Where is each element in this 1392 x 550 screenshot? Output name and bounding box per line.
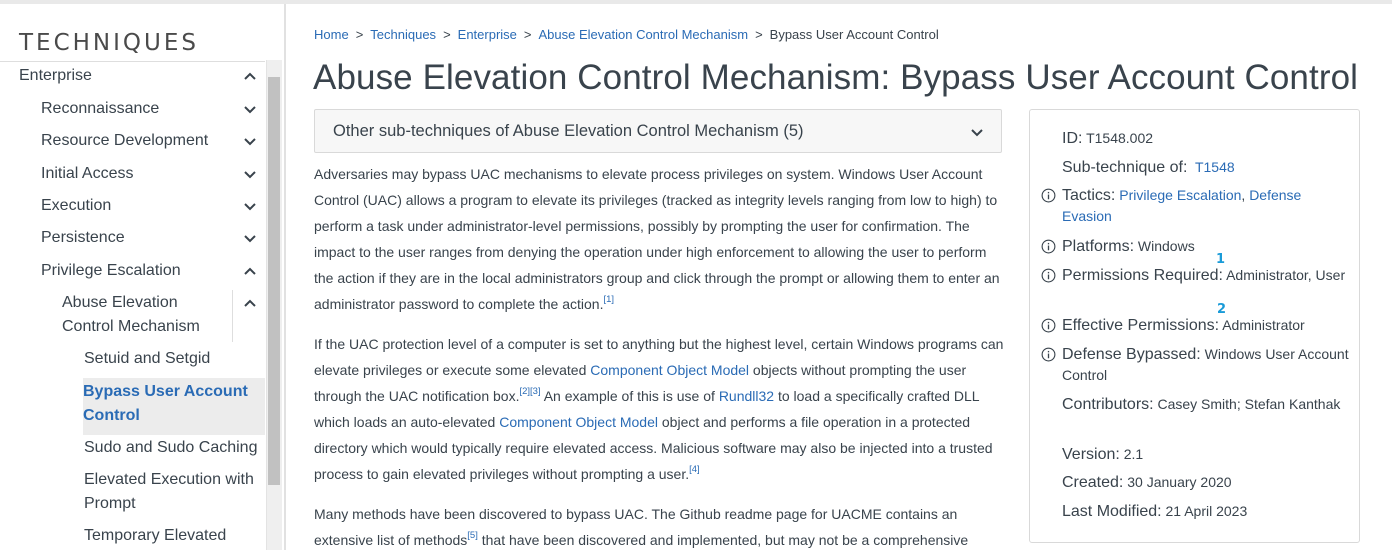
- info-circle-icon[interactable]: [1041, 318, 1056, 333]
- description-paragraph-2: [314, 331, 1004, 487]
- component-object-model-link[interactable]: Component Object Model: [590, 362, 750, 378]
- paragraph-text: Many methods have been discovered to bypass UAC. The Github readme page for UACME contains an extensive list of methods: [314, 506, 958, 548]
- component-object-model-link[interactable]: Component Object Model: [499, 414, 658, 430]
- chevron-down-icon[interactable]: [240, 99, 260, 119]
- breadcrumb-separator: >: [755, 27, 763, 42]
- description-paragraph-1: [314, 161, 1004, 317]
- paragraph-text: to load a specifically crafted DLL which loads an auto-elevated: [314, 388, 979, 430]
- sidebar-item-privilege-escalation[interactable]: Privilege Escalation: [41, 262, 181, 279]
- card-row-effective-permissions: [1062, 315, 1352, 336]
- defense-bypassed-label: Defense Bypassed:: [1062, 346, 1201, 363]
- paragraph-text: that have been discovered and implemented, but may not be a comprehensive: [477, 532, 969, 548]
- footnote-marker-2[interactable]: 2: [1217, 302, 1227, 317]
- chevron-down-icon[interactable]: [240, 196, 260, 216]
- sidebar-item-reconnaissance[interactable]: Reconnaissance: [41, 100, 160, 117]
- dropdown-label: Other sub-techniques of Abuse Elevation Control Mechanism (5): [333, 122, 804, 140]
- sidebar-item-enterprise[interactable]: Enterprise: [19, 67, 92, 84]
- card-row-contributors: [1062, 394, 1352, 415]
- breadcrumb-separator: >: [443, 27, 451, 42]
- id-label: ID:: [1062, 130, 1083, 147]
- sidebar-item-temporary-elevated[interactable]: Temporary Elevated: [84, 527, 227, 544]
- sidebar-item-label-line2: Control Mechanism: [62, 318, 200, 335]
- description-paragraph-3: [314, 501, 1004, 550]
- version-label: Version:: [1062, 446, 1120, 463]
- paragraph-text: object and performs a file operation in a protected directory which would typically require elevated access. Malicious software may also be injected into a trusted process to gain elevated privileges without prompting a user.: [314, 414, 993, 482]
- sidebar-item-label-line1: Abuse Elevation: [62, 294, 178, 311]
- contributors-label: Contributors:: [1062, 396, 1154, 413]
- chevron-up-icon[interactable]: [240, 66, 260, 86]
- defense-bypassed-value: Windows User Account Control: [1062, 346, 1349, 383]
- last-modified-label: Last Modified:: [1062, 503, 1162, 520]
- sidebar-item-label-line2: Prompt: [84, 495, 136, 512]
- created-value: 30 January 2020: [1127, 474, 1232, 490]
- footnote-marker-1[interactable]: 1: [1216, 252, 1226, 267]
- breadcrumb-enterprise[interactable]: Enterprise: [457, 27, 517, 42]
- sidebar-item-resource-development[interactable]: Resource Development: [41, 132, 209, 149]
- platforms-label: Platforms:: [1062, 238, 1135, 255]
- tactics-label: Tactics:: [1062, 187, 1116, 204]
- card-row-id: [1062, 128, 1352, 149]
- sidebar-item-execution[interactable]: Execution: [41, 197, 112, 214]
- chevron-down-icon: [967, 122, 987, 142]
- sidebar-divider: [0, 61, 265, 62]
- card-row-version: [1062, 444, 1352, 465]
- sidebar-item-label-line2: Control: [83, 407, 140, 424]
- sidebar-item-setuid-and-setgid[interactable]: Setuid and Setgid: [84, 350, 211, 367]
- chevron-down-icon[interactable]: [240, 228, 260, 248]
- platforms-value: Windows: [1137, 238, 1195, 254]
- breadcrumb-current: Bypass User Account Control: [769, 27, 939, 42]
- submenu-divider: [232, 290, 233, 342]
- rundll32-link[interactable]: Rundll32: [718, 388, 775, 404]
- page-title: Abuse Elevation Control Mechanism: Bypass User Account Control: [313, 58, 1359, 97]
- tactic-defense-evasion-link[interactable]: Defense Evasion: [1062, 187, 1302, 224]
- reference-5-link[interactable]: [5]: [467, 530, 478, 541]
- techniques-sidebar: [0, 4, 286, 550]
- tactic-privilege-escalation-link[interactable]: Privilege Escalation: [1119, 187, 1242, 203]
- version-value: 2.1: [1123, 446, 1144, 462]
- reference-3-link[interactable]: [3]: [530, 386, 541, 397]
- id-value: T1548.002: [1086, 130, 1154, 146]
- paragraph-text: Adversaries may bypass UAC mechanisms to elevate process privileges on system. Windows User Account Control (UAC) allows a program to elevate its privileges (tracked as integrity levels ranging from low to high) to perform a task under administrator-level permissions, possibly by prompting the user for confirmation. The impact to the user ranges from denying the operation under high enforcement to allowing the user to perform the action if they are in the local administrators group and click through the prompt or allowing them to enter an administrator password to complete the action.: [314, 166, 1000, 312]
- technique-info-card: [1029, 109, 1360, 543]
- paragraph-text: An example of this is use of: [540, 388, 719, 404]
- info-circle-icon[interactable]: [1041, 347, 1056, 362]
- breadcrumb-separator: >: [523, 27, 532, 42]
- reference-2-link[interactable]: [2]: [519, 386, 531, 397]
- sidebar-item-abuse-elevation-control-mechanism[interactable]: [62, 291, 200, 339]
- card-row-last-modified: [1062, 501, 1352, 522]
- card-row-tactics: [1062, 185, 1352, 227]
- permissions-required-label: Permissions Required:: [1062, 267, 1223, 284]
- parent-technique-link[interactable]: T1548: [1194, 159, 1235, 175]
- last-modified-value: 21 April 2023: [1165, 503, 1248, 519]
- card-row-platforms: [1062, 236, 1352, 257]
- chevron-down-icon[interactable]: [240, 164, 260, 184]
- info-circle-icon[interactable]: [1041, 268, 1056, 283]
- breadcrumb-home[interactable]: Home: [314, 27, 349, 42]
- info-circle-icon[interactable]: [1041, 239, 1056, 254]
- paragraph-text: If the UAC protection level of a computer is set to anything but the highest level, certain Windows programs can elevate privileges or execute some elevated: [314, 336, 1004, 378]
- contributors-value: Casey Smith; Stefan Kanthak: [1157, 396, 1341, 412]
- breadcrumb-abuse-elevation[interactable]: Abuse Elevation Control Mechanism: [538, 27, 749, 42]
- chevron-up-icon[interactable]: [240, 293, 260, 313]
- effective-permissions-value: Administrator: [1222, 317, 1305, 333]
- breadcrumb-techniques[interactable]: Techniques: [370, 27, 437, 42]
- card-row-created: [1062, 472, 1352, 493]
- breadcrumb-separator: >: [355, 27, 364, 42]
- reference-1-link[interactable]: [1]: [603, 294, 615, 305]
- card-row-permissions-required: [1062, 265, 1352, 286]
- tactic-separator: ,: [1241, 187, 1246, 203]
- sidebar-item-label-line1: Elevated Execution with: [84, 471, 254, 488]
- sidebar-item-initial-access[interactable]: Initial Access: [41, 165, 134, 182]
- paragraph-text: objects without prompting the user through the UAC notification box.: [314, 362, 967, 404]
- sidebar-item-sudo-and-sudo-caching[interactable]: Sudo and Sudo Caching: [84, 439, 258, 456]
- created-label: Created:: [1062, 474, 1124, 491]
- chevron-up-icon[interactable]: [240, 261, 260, 281]
- sidebar-item-persistence[interactable]: Persistence: [41, 229, 125, 246]
- sidebar-heading: TECHNIQUES: [19, 30, 199, 56]
- sidebar-scrollbar-thumb[interactable]: [268, 77, 280, 485]
- card-row-defense-bypassed: [1062, 344, 1352, 386]
- info-circle-icon[interactable]: [1041, 188, 1056, 203]
- subtechnique-label: Sub-technique of:: [1062, 159, 1188, 176]
- chevron-down-icon[interactable]: [240, 131, 260, 151]
- other-subtechniques-dropdown[interactable]: [314, 109, 1002, 153]
- card-row-subtechnique: [1062, 157, 1352, 178]
- effective-permissions-label: Effective Permissions:: [1062, 317, 1220, 334]
- permissions-required-value: Administrator, User: [1226, 267, 1346, 283]
- reference-4-link[interactable]: [4]: [689, 464, 700, 475]
- breadcrumb: [314, 27, 939, 42]
- sidebar-item-label-line1: Bypass User Account: [83, 383, 248, 400]
- sidebar-item-elevated-execution-with-prompt[interactable]: [84, 468, 254, 516]
- sidebar-item-bypass-user-account-control[interactable]: [83, 378, 265, 435]
